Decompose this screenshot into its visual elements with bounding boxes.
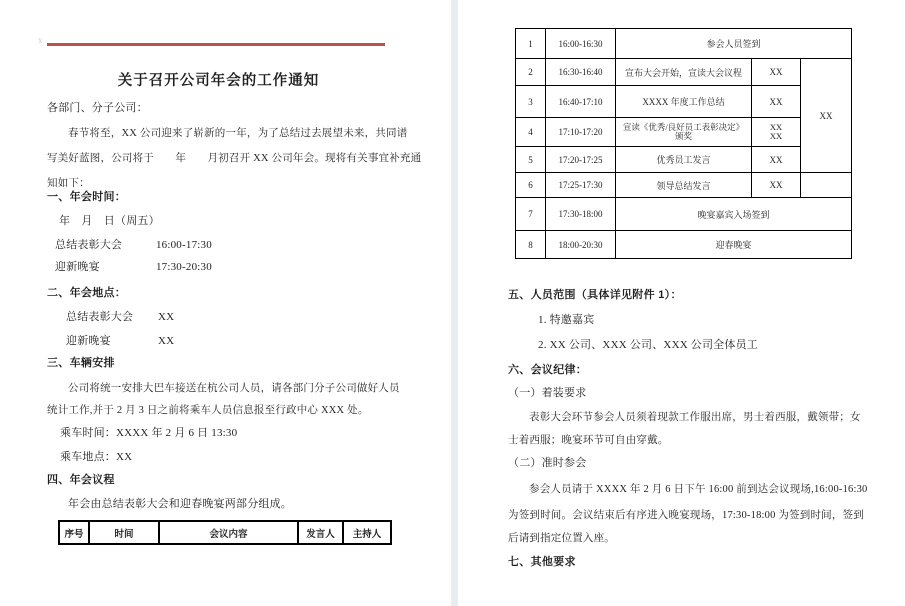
section5-heading: 五、人员范围（具体详见附件 1）： — [508, 289, 682, 301]
event-label: 迎新晚宴 — [55, 261, 100, 273]
page-gap-divider — [451, 0, 458, 606]
agenda-content: 迎春晚宴 — [616, 231, 852, 259]
agenda-speaker — [752, 118, 801, 147]
document-page-left[interactable] — [0, 0, 451, 606]
punctuality-line-2: 为签到时间。会议结束后有序进入晚宴现场，17:30-18:00 为签到时间，签到 — [508, 510, 864, 521]
event-label: 总结表彰大会 — [55, 239, 123, 251]
punctuality-line-1: 参会人员请于 XXXX 年 2 月 6 日下午 16:00 前到达会议现场,16:00-16:30 — [529, 484, 868, 495]
punctuality-subheading: （二）准时参会 — [508, 457, 587, 469]
event-label: 迎新晚宴 — [66, 335, 111, 347]
agenda-time: 16:30-16:40 — [546, 59, 616, 86]
agenda-speaker: XX — [752, 59, 801, 86]
section1-heading: 一、年会时间： — [47, 191, 127, 203]
time-row-ceremony — [55, 239, 212, 252]
agenda-speaker: XX — [752, 173, 801, 198]
event-label: 总结表彰大会 — [66, 311, 134, 323]
agenda-header-table — [58, 520, 392, 545]
dress-code-subheading: （一）着装要求 — [508, 387, 587, 399]
agenda-content: XXXX 年度工作总结 — [616, 86, 752, 118]
agenda-no: 7 — [516, 198, 546, 231]
agenda-speaker: XX — [752, 147, 801, 173]
agenda-content: 优秀员工发言 — [616, 147, 752, 173]
document-page-right[interactable] — [458, 0, 905, 606]
agenda-speaker-line-2: XX — [769, 131, 783, 141]
agenda-col-index: 序号 — [59, 521, 89, 544]
agenda-content: 宣布大会开始，宣读大会议程 — [616, 59, 752, 86]
transport-line-2: 统计工作,并于 2 月 3 日之前将乘车人员信息报至行政中心 XXX 处。 — [47, 405, 369, 416]
section2-heading: 二、年会地点： — [47, 287, 127, 299]
agenda-table — [515, 28, 852, 259]
agenda-time: 16:00-16:30 — [546, 29, 616, 59]
agenda-time: 16:40-17:10 — [546, 86, 616, 118]
place-row-banquet — [66, 335, 174, 348]
agenda-host-cell: XX — [801, 59, 852, 173]
stray-mark: x — [38, 35, 43, 45]
ride-time: 乘车时间：XXXX 年 2 月 6 日 13:30 — [60, 427, 238, 439]
agenda-no: 3 — [516, 86, 546, 118]
ride-place: 乘车地点：XX — [60, 451, 133, 463]
agenda-row-2 — [516, 59, 852, 86]
agenda-speaker-line-1: XX — [769, 121, 783, 132]
agenda-speaker: XX — [752, 86, 801, 118]
place-row-ceremony — [66, 311, 174, 324]
punctuality-line-3: 后请到指定位置入座。 — [508, 533, 615, 544]
agenda-no: 2 — [516, 59, 546, 86]
agenda-content-line-1: 宣读《优秀/良好员工表彰决定》 — [622, 121, 745, 132]
agenda-time: 17:10-17:20 — [546, 118, 616, 147]
agenda-row-7 — [516, 198, 852, 231]
section3-heading: 三、车辆安排 — [47, 357, 115, 369]
title-divider-line — [47, 43, 385, 46]
agenda-content: 参会人员签到 — [616, 29, 852, 59]
agenda-time: 17:30-18:00 — [546, 198, 616, 231]
section4-heading: 四、年会议程 — [47, 474, 115, 486]
transport-line-1: 公司将统一安排大巴车接送在杭公司人员，请各部门分子公司做好人员 — [68, 383, 400, 394]
agenda-content-line-2: 颁奖 — [674, 131, 692, 141]
agenda-host-cell-empty — [801, 173, 852, 198]
event-place: XX — [157, 311, 175, 323]
agenda-no: 4 — [516, 118, 546, 147]
document-title: 关于召开公司年会的工作通知 — [117, 73, 320, 89]
agenda-no: 1 — [516, 29, 546, 59]
agenda-col-speaker: 发言人 — [298, 521, 343, 544]
attendee-item-1: 1. 特邀嘉宾 — [538, 314, 595, 326]
agenda-no: 5 — [516, 147, 546, 173]
agenda-row-6 — [516, 173, 852, 198]
agenda-content: 领导总结发言 — [616, 173, 752, 198]
dress-code-line-2: 士着西服；晚宴环节可自由穿戴。 — [508, 435, 669, 446]
time-row-banquet — [55, 261, 212, 274]
agenda-time: 17:25-17:30 — [546, 173, 616, 198]
intro-line-1: 春节将至，XX 公司迎来了崭新的一年，为了总结过去展望未来，共同谱 — [68, 128, 408, 139]
agenda-intro-line: 年会由总结表彰大会和迎春晚宴两部分组成。 — [68, 498, 292, 510]
agenda-row-1 — [516, 29, 852, 59]
agenda-time: 17:20-17:25 — [546, 147, 616, 173]
agenda-no: 8 — [516, 231, 546, 259]
agenda-col-host: 主持人 — [343, 521, 391, 544]
agenda-no: 6 — [516, 173, 546, 198]
agenda-col-content: 会议内容 — [159, 521, 298, 544]
event-time: 17:30-20:30 — [155, 261, 212, 273]
agenda-col-time: 时间 — [89, 521, 159, 544]
event-place: XX — [157, 335, 175, 347]
intro-line-3: 知如下： — [47, 178, 90, 189]
agenda-content — [616, 118, 752, 147]
section7-heading: 七、其他要求 — [508, 556, 576, 568]
section6-heading: 六、会议纪律： — [508, 364, 588, 376]
meeting-date-line: 年 月 日（周五） — [59, 215, 160, 227]
intro-line-2: 写美好蓝图，公司将于 年 月初召开 XX 公司年会。现将有关事宜补充通 — [47, 153, 422, 164]
dress-code-line-1: 表彰大会环节参会人员须着现款工作服出席，男士着西服，戴领带；女 — [529, 412, 861, 423]
event-time: 16:00-17:30 — [155, 239, 212, 251]
attendee-item-2: 2. XX 公司、XXX 公司、XXX 公司全体员工 — [538, 339, 758, 351]
agenda-content: 晚宴嘉宾入场签到 — [616, 198, 852, 231]
agenda-time: 18:00-20:30 — [546, 231, 616, 259]
agenda-row-8 — [516, 231, 852, 259]
salutation: 各部门、分子公司： — [47, 102, 148, 114]
